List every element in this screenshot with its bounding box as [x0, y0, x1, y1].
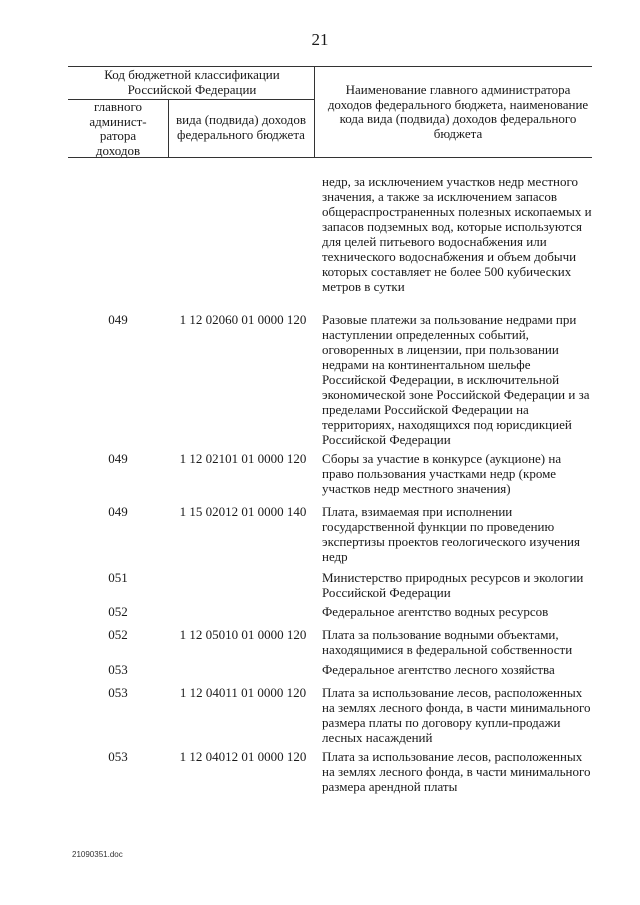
header-divider-col3: [314, 66, 315, 158]
header-group-title: Код бюджетной классификации Российской Федерации: [104, 67, 280, 97]
header-col-name: Наименование главного администратора доходов федерального бюджета, наименование кода вида (подвида) доходов федерального бюджета: [327, 82, 589, 141]
income-name: Разовые платежи за пользование недрами при наступлении определенных событий, оговоренных в лицензии, при пользовании недрами на континентальном шельфе Российской Федерации, в исключительной экономической зоне Российской Федерации и за пределами Российской Федерации на территориях, находящихся под юрисдикцией Российской Федерации: [322, 312, 590, 447]
income-name: Сборы за участие в конкурсе (аукционе) на право пользования участками недр (кроме участков недр местного значения): [322, 451, 562, 496]
admin-code: 052: [108, 604, 128, 619]
income-code: 1 12 04012 01 0000 120: [179, 749, 307, 764]
income-name: Плата, взимаемая при исполнении государственной функции по проведению экспертизы проектов геологического изучения недр: [322, 504, 580, 564]
header-col-admin: главного админист-ратора доходов: [89, 99, 147, 158]
income-name: Министерство природных ресурсов и экологии Российской Федерации: [322, 570, 584, 600]
income-name: Плата за использование лесов, расположенных на землях лесного фонда, в части минимального размера платы по договору купли-продажи лесных насаждений: [322, 685, 591, 745]
table-header: [68, 66, 592, 158]
header-divider-col1: [168, 99, 169, 157]
footer-filename: 21090351.doc: [72, 850, 123, 859]
admin-code: 053: [108, 685, 128, 700]
header-col-code: вида (подвида) доходов федерального бюджета: [176, 112, 306, 142]
admin-code: 052: [108, 627, 128, 642]
income-code: 1 12 02101 01 0000 120: [179, 451, 307, 466]
income-code: 1 12 05010 01 0000 120: [179, 627, 307, 642]
income-code: 1 15 02012 01 0000 140: [179, 504, 307, 519]
admin-code: 053: [108, 662, 128, 677]
page-number: 21: [311, 30, 329, 49]
income-name: Федеральное агентство водных ресурсов: [322, 604, 549, 619]
admin-code: 049: [108, 312, 128, 327]
income-name: Плата за использование лесов, расположенных на землях лесного фонда, в части минимального размера арендной платы: [322, 749, 591, 794]
income-name: недр, за исключением участков недр местного значения, а также за исключением запасов общераспространенных полезных ископаемых и запасов подземных вод, которые используются для целей питьевого водоснабжения или технического водоснабжения и объем добычи которых составляет не более 500 кубических метров в сутки: [322, 174, 592, 294]
income-code: 1 12 02060 01 0000 120: [179, 312, 307, 327]
admin-code: 049: [108, 504, 128, 519]
income-code: 1 12 04011 01 0000 120: [179, 685, 307, 700]
income-name: Федеральное агентство лесного хозяйства: [322, 662, 555, 677]
admin-code: 053: [108, 749, 128, 764]
income-name: Плата за пользование водными объектами, находящимися в федеральной собственности: [322, 627, 573, 657]
admin-code: 051: [108, 570, 128, 585]
admin-code: 049: [108, 451, 128, 466]
